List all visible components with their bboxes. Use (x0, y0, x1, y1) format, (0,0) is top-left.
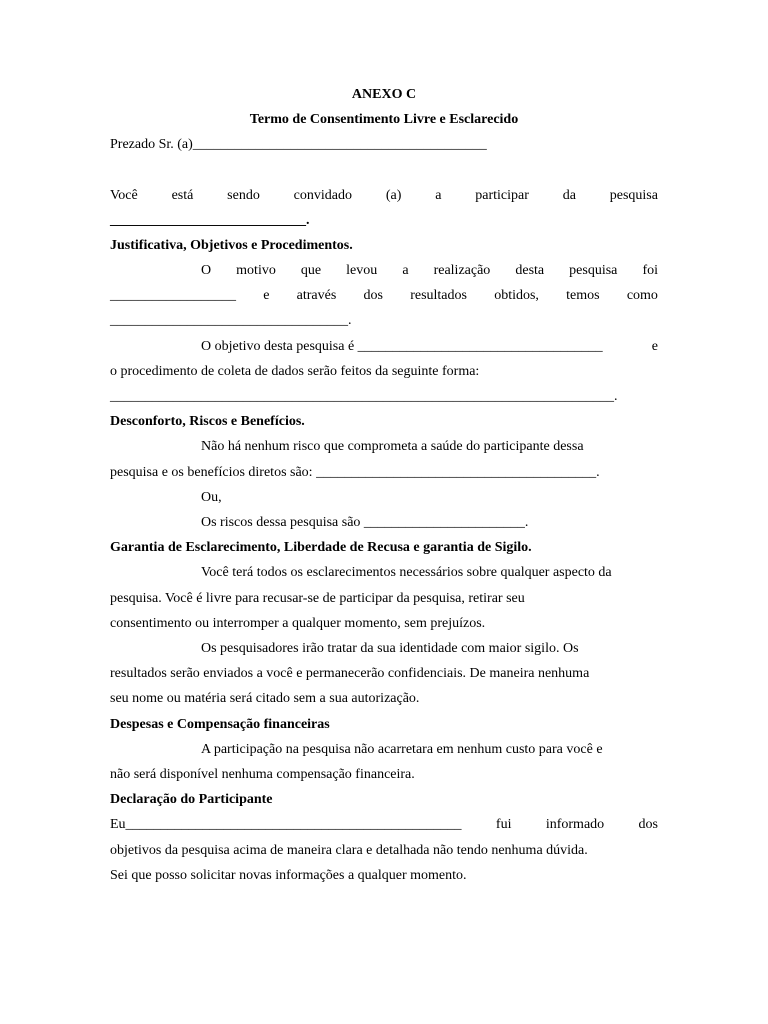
word: a (402, 263, 409, 278)
word: através (296, 288, 337, 303)
risco-line: Não há nenhum risco que comprometa a saúde do participante dessa (201, 439, 584, 454)
beneficios-line: pesquisa e os benefícios diretos são: ________________________________________. (110, 465, 600, 480)
garantia-p2-line2: resultados serão enviados a você e permanecerão confidenciais. De maneira nenhuma (110, 666, 590, 681)
garantia-p1-line3: consentimento ou interromper a qualquer momento, sem prejuízos. (110, 616, 486, 631)
word: como (626, 288, 658, 303)
salutation-line: Prezado Sr. (a)__________________________________________ (110, 137, 487, 152)
riscos-line: Os riscos dessa pesquisa são _______________________. (201, 515, 529, 530)
garantia-p1-line2: pesquisa. Você é livre para recusar-se de participar da pesquisa, retirar seu (110, 591, 525, 606)
word: pesquisa (609, 188, 658, 203)
procedimento-line: o procedimento de coleta de dados serão feitos da seguinte forma: (110, 364, 480, 379)
section-heading-desconforto: Desconforto, Riscos e Benefícios. (110, 414, 305, 429)
section-heading-garantia: Garantia de Esclarecimento, Liberdade de Recusa e garantia de Sigilo. (110, 540, 532, 555)
word: Você (110, 188, 138, 203)
word: fui (495, 817, 512, 832)
word: realização (433, 263, 491, 278)
objetivo-text: O objetivo desta pesquisa é ___________________________________ (201, 339, 603, 354)
ou-line: Ou, (201, 490, 222, 505)
objetivo-end: e (651, 339, 658, 354)
word: dos (638, 817, 658, 832)
word: O (201, 263, 212, 278)
despesas-line1: A participação na pesquisa não acarretara em nenhum custo para você e (201, 742, 603, 757)
word: que (300, 263, 322, 278)
word: foi (642, 263, 658, 278)
section-heading-declaracao: Declaração do Participante (110, 792, 273, 807)
annex-label: ANEXO C (351, 87, 417, 102)
word: sendo (227, 188, 260, 203)
word: dos (363, 288, 383, 303)
procedimento-blank: ________________________________________________________________________. (110, 389, 618, 404)
word: e (263, 288, 270, 303)
word: __________________ (110, 288, 236, 303)
document-title: Termo de Consentimento Livre e Esclarecido (249, 112, 519, 127)
declaracao-line3: Sei que posso solicitar novas informações a qualquer momento. (110, 868, 467, 883)
word: participar (475, 188, 529, 203)
word: temos (566, 288, 600, 303)
word: (a) (385, 188, 402, 203)
objetivo-line (201, 338, 658, 356)
garantia-p1-line1: Você terá todos os esclarecimentos necessários sobre qualquer aspecto da (201, 565, 612, 580)
word: obtidos, (494, 288, 539, 303)
word: convidado (293, 188, 352, 203)
motivo-line (201, 262, 658, 280)
resultados-blank: __________________________________. (110, 313, 352, 328)
invite-blank: ____________________________. (110, 213, 310, 228)
word: levou (346, 263, 378, 278)
declaracao-line2: objetivos da pesquisa acima de maneira clara e detalhada não tendo nenhuma dúvida. (110, 843, 588, 858)
word: motivo (236, 263, 276, 278)
resultados-line (110, 287, 658, 305)
word: informado (545, 817, 605, 832)
word: a (435, 188, 442, 203)
word: pesquisa (569, 263, 618, 278)
eu-line (110, 816, 658, 834)
word: da (562, 188, 576, 203)
section-heading-justificativa: Justificativa, Objetivos e Procedimentos. (110, 238, 353, 253)
word: está (171, 188, 194, 203)
word: desta (515, 263, 545, 278)
invite-line (110, 187, 658, 205)
word: resultados (410, 288, 467, 303)
word: Eu________________________________________________ (110, 817, 462, 832)
despesas-line2: não será disponível nenhuma compensação financeira. (110, 767, 415, 782)
section-heading-despesas: Despesas e Compensação financeiras (110, 717, 330, 732)
garantia-p2-line1: Os pesquisadores irão tratar da sua identidade com maior sigilo. Os (201, 641, 579, 656)
garantia-p2-line3: seu nome ou matéria será citado sem a sua autorização. (110, 691, 420, 706)
